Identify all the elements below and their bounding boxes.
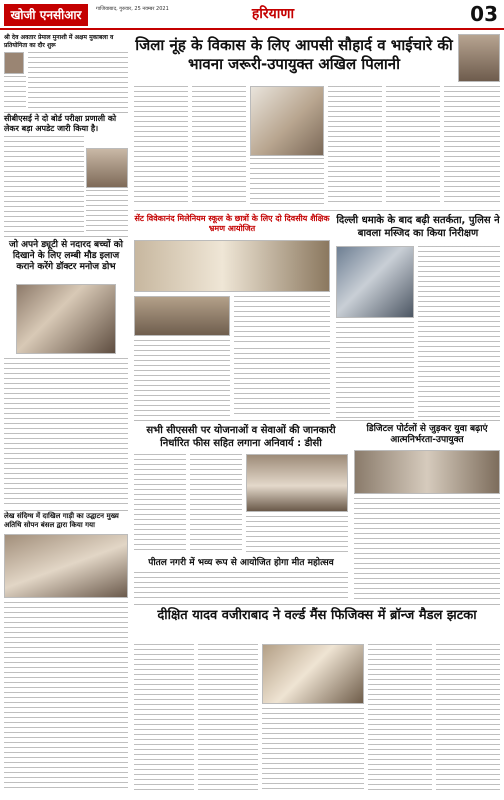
mid-story-body xyxy=(234,296,330,344)
top-story-body-5 xyxy=(386,86,440,206)
top-story-portrait xyxy=(458,34,500,82)
top-story-body-4 xyxy=(328,86,382,206)
right-story-body xyxy=(418,246,500,418)
top-story-body-2 xyxy=(192,86,246,206)
top-story-body-1 xyxy=(134,86,188,206)
mid-story-headline: सेंट विवेकानंद मिलेनियम स्कूल के छात्रों के लिए दो दिवसीय शैक्षिक भ्रमण आयोजित xyxy=(134,214,330,233)
center-story-body-1 xyxy=(134,454,186,554)
right2-story-headline: डिजिटल पोर्टलों से जुड़कर युवा बढ़ाएं आत्मनिर्भरता-उपायुक्त xyxy=(366,424,488,445)
top-story-body-6 xyxy=(444,86,500,206)
mid-story-photo-2 xyxy=(134,296,230,336)
top-story-body-3 xyxy=(250,158,324,206)
bottom-story-body-3 xyxy=(262,708,364,790)
right-story-body-2 xyxy=(336,322,414,418)
right2-story-body xyxy=(354,498,500,600)
left-story-1-headline: श्री देव अवतार प्रेमाल मुनाशी में अक्षम मुकाबला व प्रतियोगिता का दौर शुरू xyxy=(4,34,114,49)
divider xyxy=(134,604,500,605)
left-story-2-headline: सीबीएसई ने दो बोर्ड परीक्षा प्रणाली को लेकर बड़ा अपडेट जारी किया है। xyxy=(4,114,117,133)
divider xyxy=(134,420,500,421)
masthead xyxy=(0,0,504,30)
center-story-body-3 xyxy=(246,516,348,554)
left-story-2-body xyxy=(4,136,84,234)
divider xyxy=(4,510,128,511)
festival-story-headline: पीतल नगरी में भव्य रूप से आयोजित होगा मीत महोत्सव xyxy=(148,558,334,568)
bottom-story-body-4 xyxy=(368,644,432,790)
left-story-5-photo xyxy=(4,534,128,598)
mid-story-body-3 xyxy=(234,348,330,418)
masthead-date: गाजियाबाद, गुरुवार, 25 नवम्बर 2021 xyxy=(96,6,169,12)
left-story-2-body-b xyxy=(86,190,128,234)
left-story-1-body xyxy=(28,52,128,110)
left-story-5-headline: लेख संदिग्ध में दाखिल गाड़ी का उद्घाटन मुख्य अतिथि सोपन बंसल द्वारा किया गया xyxy=(4,512,119,529)
newspaper-logo: खोजी एनसीआर xyxy=(4,4,88,26)
divider xyxy=(4,112,128,113)
left-story-1-photo xyxy=(4,52,24,74)
center-story-body-2 xyxy=(190,454,242,554)
divider xyxy=(134,210,500,211)
mid-story-body-2 xyxy=(134,340,230,418)
center-story-headline: सभी सीएससी पर योजनाओं व सेवाओं की जानकारी निर्धारित फीस सहित लगाना अनिवार्य : डीसी xyxy=(146,425,336,449)
bottom-headline: दीक्षित यादव वजीराबाद ने वर्ल्ड मैंस फिजिक्स में ब्रॉन्ज मैडल झटका xyxy=(157,608,477,623)
right2-story-photo xyxy=(354,450,500,494)
left-story-5-body xyxy=(4,602,128,678)
divider xyxy=(4,236,128,237)
left-story-4-photo xyxy=(16,284,116,354)
festival-story-body xyxy=(134,572,348,602)
left-story-1-body-b xyxy=(4,76,26,110)
bottom-story-body-1 xyxy=(134,644,194,790)
left-bottom-body xyxy=(4,682,128,790)
mid-story-photo-1 xyxy=(134,240,330,292)
bottom-story-body-2 xyxy=(198,644,258,790)
section-title: हरियाणा xyxy=(251,6,295,22)
left-story-4-body xyxy=(4,358,128,508)
top-story-photo xyxy=(250,86,324,156)
page-number: 03 xyxy=(470,2,498,26)
bottom-story-photo xyxy=(262,644,364,704)
center-story-photo xyxy=(246,454,348,512)
left-story-4-headline: जो अपने ड्यूटी से नदारद बच्चों को दिखाने के लिए लम्बी मौड इलाज कराने करेंगे डॉक्टर मनोज डोभ xyxy=(9,240,123,272)
bottom-story-body-5 xyxy=(436,644,500,790)
right-story-photo xyxy=(336,246,414,318)
top-headline: जिला नूंह के विकास के लिए आपसी सौहार्द व भाईचारे की भावना जरूरी-उपायुक्त अखिल पिलानी xyxy=(135,36,453,73)
left-story-2-photo xyxy=(86,148,128,188)
right-story-headline: दिल्ली धमाके के बाद बढ़ी सतर्कता, पुलिस ने बावला मस्जिद का किया निरीक्षण xyxy=(336,215,500,239)
